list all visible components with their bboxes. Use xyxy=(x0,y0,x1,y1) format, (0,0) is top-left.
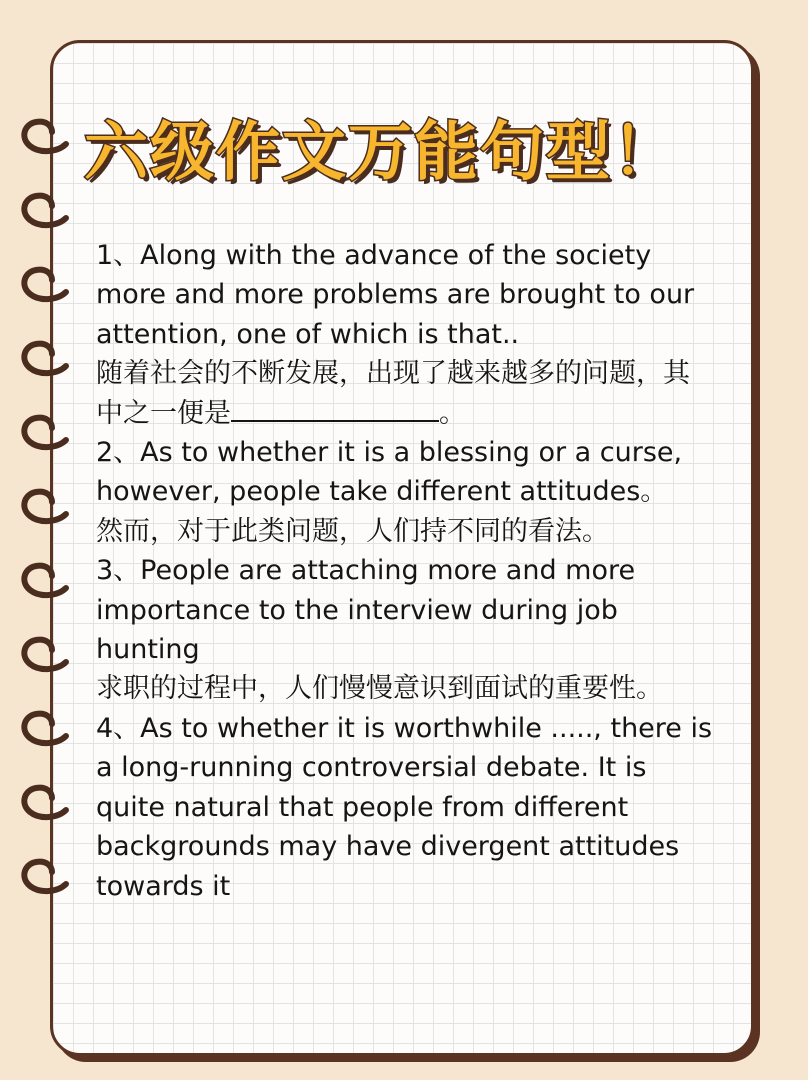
sentence-3-chinese: 求职的过程中，人们慢慢意识到面试的重要性。 xyxy=(96,673,663,705)
spiral-ring-icon xyxy=(18,636,74,676)
spiral-ring-icon xyxy=(18,488,74,528)
sentence-1-chinese-text: 随着社会的不断发展，出现了越来越多的问题，其中之一便是 xyxy=(96,358,690,429)
spiral-binding xyxy=(18,118,88,938)
spiral-ring-icon xyxy=(18,562,74,602)
sentence-1-chinese xyxy=(96,354,716,433)
spiral-ring-icon xyxy=(18,192,74,232)
sentence-1-chinese-end: 。 xyxy=(439,397,466,429)
spiral-ring-icon xyxy=(18,710,74,750)
sentence-list xyxy=(96,236,716,906)
sentence-1-english: 1、Along with the advance of the society more and more problems are brought to our attention, one of which is that.. xyxy=(96,240,695,350)
sentence-3-english: 3、People are attaching more and more importance to the interview during job hunting xyxy=(96,555,636,666)
spiral-ring-icon xyxy=(18,118,74,158)
spiral-ring-icon xyxy=(18,266,74,306)
spiral-ring-icon xyxy=(18,784,74,824)
sentence-2-chinese: 然而，对于此类问题，人们持不同的看法。 xyxy=(96,515,609,547)
sentence-2-english: 2、As to whether it is a blessing or a curse, however, people take different attitudes。 xyxy=(96,437,683,508)
fill-in-blank xyxy=(231,394,439,422)
spiral-ring-icon xyxy=(18,414,74,454)
sentence-4-english: 4、As to whether it is worthwhile ....., there is a long-running controversial debate. It is quite natural that people from different backgrounds may have divergent attitudes towards it xyxy=(96,712,713,902)
page-title: 六级作文万能句型！ xyxy=(84,116,678,190)
spiral-ring-icon xyxy=(18,858,74,898)
spiral-ring-icon xyxy=(18,340,74,380)
